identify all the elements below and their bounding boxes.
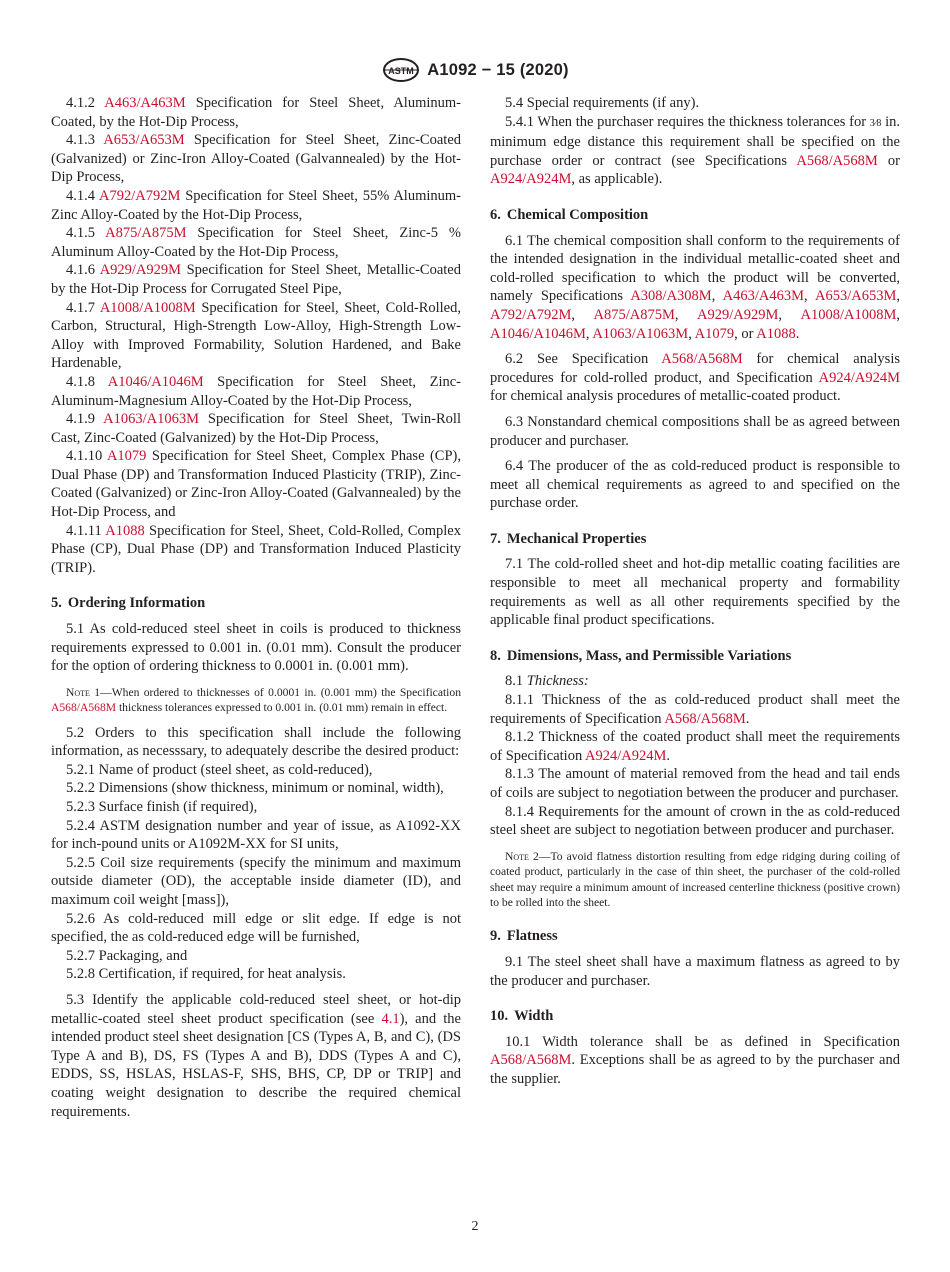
note-1: Note 1—When ordered to thicknesses of 0.0001 in. (0.001 mm) the Specification A568/A568M thickness tolerances expressed to 0.001 in. (0.01 mm) remain in effect. xyxy=(51,685,462,715)
astm-logo-text: ASTM xyxy=(388,66,415,76)
para-5-2-2: 5.2.2 Dimensions (show thickness, minimum or nominal, width), xyxy=(66,780,444,797)
para-10-1: 10.1 Width tolerance shall be as defined in Specification A568/A568M. Exceptions shall be as agreed to by the purchaser and the supplier. xyxy=(490,1033,900,1087)
section-6-heading: 6. Chemical Composition xyxy=(490,206,649,223)
spec-link-item[interactable]: A1079 xyxy=(694,325,735,342)
document-designation: A1092 − 15 (2020) xyxy=(427,60,569,79)
right-column xyxy=(490,94,900,1089)
para-5-4: 5.4 Special requirements (if any). xyxy=(505,95,700,111)
link-a875[interactable]: A875/A875M xyxy=(105,225,187,242)
spec-link-separator: , xyxy=(804,288,815,305)
spec-link-item[interactable]: A1046/A1046M xyxy=(490,325,586,342)
spec-link-item[interactable]: A792/A792M xyxy=(490,306,572,323)
para-8-1: 8.1 Thickness: xyxy=(505,673,589,690)
link-a653[interactable]: A653/A653M xyxy=(103,132,185,149)
para-5-2-4: 5.2.4 ASTM designation number and year of issue, as A1092-XX for inch-pound units or A1092M-XX for SI units, xyxy=(51,817,461,853)
spec-link-item[interactable]: A1008/A1008M xyxy=(800,306,897,323)
left-column xyxy=(51,94,461,1121)
para-5-2-6: 5.2.6 As cold-reduced mill edge or slit edge. If edge is not specified, the as cold-reduced edge will be furnished, xyxy=(51,910,461,946)
para-5-2-8: 5.2.8 Certification, if required, for heat analysis. xyxy=(66,966,346,983)
para-4-1-9: 4.1.9 A1063/A1063M Specification for Steel Sheet, Twin-Roll Cast, Zinc-Coated (Galvanized) by the Hot-Dip Process, xyxy=(51,411,461,446)
para-5-2: 5.2 Orders to this specification shall include the following information, as necesssary, to adequately describe the desired product: xyxy=(51,724,461,760)
page-header xyxy=(0,56,950,84)
para-6-4: 6.4 The producer of the as cold-reduced product is responsible to meet all chemical requirements as agreed to and specified on the purchase order. xyxy=(490,458,900,512)
spec-link-item[interactable]: A308/A308M xyxy=(630,288,712,305)
para-5-4-1: 5.4.1 When the purchaser requires the thickness tolerances for 3⁄8 in. minimum edge distance this requirement shall be specified on the purchase order or contract (see Specifications A568/A568M or A924/A924M, as applicable). xyxy=(490,113,901,188)
spec-link-item[interactable]: A929/A929M xyxy=(697,306,779,323)
spec-link-separator: , xyxy=(674,306,697,323)
note-2: Note 2—To avoid flatness distortion resulting from edge ridging during coiling of coated product, particularly in the case of thin sheet, the purchaser of the cold-rolled sheet may require a minimum amount of increased centerline thickness (positive crown) to be rolled into the sheet. xyxy=(490,849,900,909)
para-4-1-2: 4.1.2 A463/A463M Specification for Steel Sheet, Aluminum-Coated, by the Hot-Dip Process, xyxy=(51,95,462,130)
para-4-1-11: 4.1.11 A1088 Specification for Steel, Sheet, Cold-Rolled, Complex Phase (CP), Dual Phase (DP) and Transformation Induced Plasticity (TRIP). xyxy=(51,522,461,576)
link-a568-541[interactable]: A568/A568M xyxy=(796,152,878,169)
link-a929[interactable]: A929/A929M xyxy=(99,262,182,279)
link-a924-541[interactable]: A924/A924M xyxy=(490,171,572,188)
para-5-1: 5.1 As cold-reduced steel sheet in coils is produced to thickness requirements expressed to 0.001 in. (0.01 mm). Consult the producer for the option of ordering thickness to 0.0001 in. (0.001 mm). xyxy=(51,621,461,675)
link-a792[interactable]: A792/A792M xyxy=(99,187,181,204)
link-a568-62[interactable]: A568/A568M xyxy=(661,351,743,368)
para-5-2-1: 5.2.1 Name of product (steel sheet, as cold-reduced), xyxy=(66,761,373,778)
para-8-1-3: 8.1.3 The amount of material removed from the head and tail ends of coils are subject to negotiation between the producer and purchaser. xyxy=(490,766,900,801)
spec-link-item[interactable]: A1063/A1063M xyxy=(592,325,689,342)
spec-link-item[interactable]: A653/A653M xyxy=(815,288,897,305)
spec-link-separator: , xyxy=(896,288,900,305)
link-a463[interactable]: A463/A463M xyxy=(104,95,186,111)
spec-link-item[interactable]: A875/A875M xyxy=(593,306,675,323)
para-8-1-4: 8.1.4 Requirements for the amount of crown in the as cold-reduced steel sheet are subject to negotiation between producer and purchaser. xyxy=(490,803,900,839)
spec-link-separator: , xyxy=(571,306,594,323)
para-4-1-5: 4.1.5 A875/A875M Specification for Steel Sheet, Zinc-5 % Aluminum Alloy-Coated by the Hot-Dip Process, xyxy=(51,225,461,260)
para-6-2: 6.2 See Specification A568/A568M for chemical analysis procedures for cold-rolled product, and Specification A924/A924M for chemical analysis procedures of metallic-coated product. xyxy=(490,351,900,405)
para-4-1-3: 4.1.3 A653/A653M Specification for Steel Sheet, Zinc-Coated (Galvanized) or Zinc-Iron Alloy-Coated (Galvannealed) by the Hot-Dip Process, xyxy=(51,132,462,186)
para-5-2-7: 5.2.7 Packaging, and xyxy=(66,947,188,964)
link-a1079[interactable]: A1079 xyxy=(106,448,147,465)
para-9-1: 9.1 The steel sheet shall have a maximum flatness as agreed to by the producer and purchaser. xyxy=(490,954,900,989)
para-8-1-1: 8.1.1 Thickness of the as cold-reduced product shall meet the requirements of Specification A568/A568M. xyxy=(490,692,900,727)
spec-link-separator: , xyxy=(778,306,801,323)
para-4-1-6: 4.1.6 A929/A929M Specification for Steel Sheet, Metallic-Coated by the Hot-Dip Process for Corrugated Steel Pipe, xyxy=(51,262,461,297)
link-a924-812[interactable]: A924/A924M xyxy=(585,747,667,764)
para-7-1: 7.1 The cold-rolled sheet and hot-dip metallic coating facilities are responsible to meet all mechanical property and formability requirements as well as all other requirements specified by the applicable final product specifications. xyxy=(490,556,900,629)
section-7-heading: 7. Mechanical Properties xyxy=(490,530,647,547)
para-5-3: 5.3 Identify the applicable cold-reduced steel sheet, or hot-dip metallic-coated steel sheet product specification (see 4.1), and the intended product steel sheet designation [CS (Types A, B, and C), (DS Type A and B), DS, FS (Types A and B), DDS (Types A and C), EDDS, SS, HSLAS, HSLAS-F, SHS, BHS, CP, DP or TRIP] and coating weight designation to describe the required chemical requirements. xyxy=(51,991,461,1120)
para-8-1-2: 8.1.2 Thickness of the coated product shall meet the requirements of Specification A924/A924M. xyxy=(490,729,900,764)
link-a1046[interactable]: A1046/A1046M xyxy=(107,373,204,390)
para-5-2-3: 5.2.3 Surface finish (if required), xyxy=(66,799,258,815)
link-4-1[interactable]: 4.1 xyxy=(381,1010,400,1027)
para-4-1-10: 4.1.10 A1079 Specification for Steel Sheet, Complex Phase (CP), Dual Phase (DP) and Transformation Induced Plasticity (TRIP), Zinc-Coated (Galvanized) or Zinc-Iron Alloy-Coated (Galvannealed) by the Hot-Dip Process, and xyxy=(51,448,461,521)
para-4-1-4: 4.1.4 A792/A792M Specification for Steel Sheet, 55% Aluminum-Zinc Alloy-Coated by the Hot-Dip Process, xyxy=(51,187,462,223)
link-a568-811[interactable]: A568/A568M xyxy=(664,710,746,727)
para-4-1-8: 4.1.8 A1046/A1046M Specification for Steel Sheet, Zinc-Aluminum-Magnesium Alloy-Coated by the Hot-Dip Process, xyxy=(51,373,461,409)
spec-link-item[interactable]: A1088 xyxy=(756,325,796,342)
link-a568-note1[interactable]: A568/A568M xyxy=(51,701,117,715)
para-4-1-7: 4.1.7 A1008/A1008M Specification for Steel, Sheet, Cold-Rolled, Carbon, Structural, High-Strength Low-Alloy, High-Strength Low-Alloy with Improved Formability, Solution Hardened, and Bake Hardenable, xyxy=(51,299,461,372)
page-number: 2 xyxy=(471,1219,479,1234)
link-a1088[interactable]: A1088 xyxy=(105,522,145,539)
astm-logo-icon xyxy=(381,57,421,83)
para-5-2-5: 5.2.5 Coil size requirements (specify the minimum and maximum outside diameter (OD), the acceptable inside diameter (ID), and maximum coil weight [mass]), xyxy=(51,854,461,908)
spec-link-separator: , xyxy=(711,288,723,305)
para-6-1: 6.1 The chemical composition shall conform to the requirements of the intended designation in the individual metallic-coated sheet and cold-rolled specification to which the product will be converted, namely Specifications A308/A308M, A463/A463M, A653/A653M, A792/A792M, A875/A875M, A929/A929M, A1008/A1008M, A1046/A1046M, A1063/A1063M, A1079, or A1088. xyxy=(490,232,900,342)
spec-link-end: . xyxy=(795,325,800,342)
spec-link-separator: , xyxy=(896,306,900,323)
fraction-three-eighths: 3⁄8 xyxy=(869,117,882,129)
section-10-heading: 10. Width xyxy=(490,1008,554,1025)
section-8-heading: 8. Dimensions, Mass, and Permissible Variations xyxy=(490,647,792,664)
spec-link-separator: , xyxy=(585,325,593,342)
link-a1008[interactable]: A1008/A1008M xyxy=(99,299,196,316)
section-5-heading: 5. Ordering Information xyxy=(51,595,206,612)
link-a1063[interactable]: A1063/A1063M xyxy=(103,411,199,428)
spec-link-item[interactable]: A463/A463M xyxy=(722,288,805,305)
spec-link-separator: , or xyxy=(734,325,757,342)
para-6-3: 6.3 Nonstandard chemical compositions shall be as agreed between producer and purchaser. xyxy=(490,413,900,449)
spec-link-separator: , xyxy=(688,325,695,342)
link-a568-101[interactable]: A568/A568M xyxy=(490,1052,572,1069)
link-a924-62[interactable]: A924/A924M xyxy=(818,369,900,386)
section-9-heading: 9. Flatness xyxy=(490,928,558,945)
